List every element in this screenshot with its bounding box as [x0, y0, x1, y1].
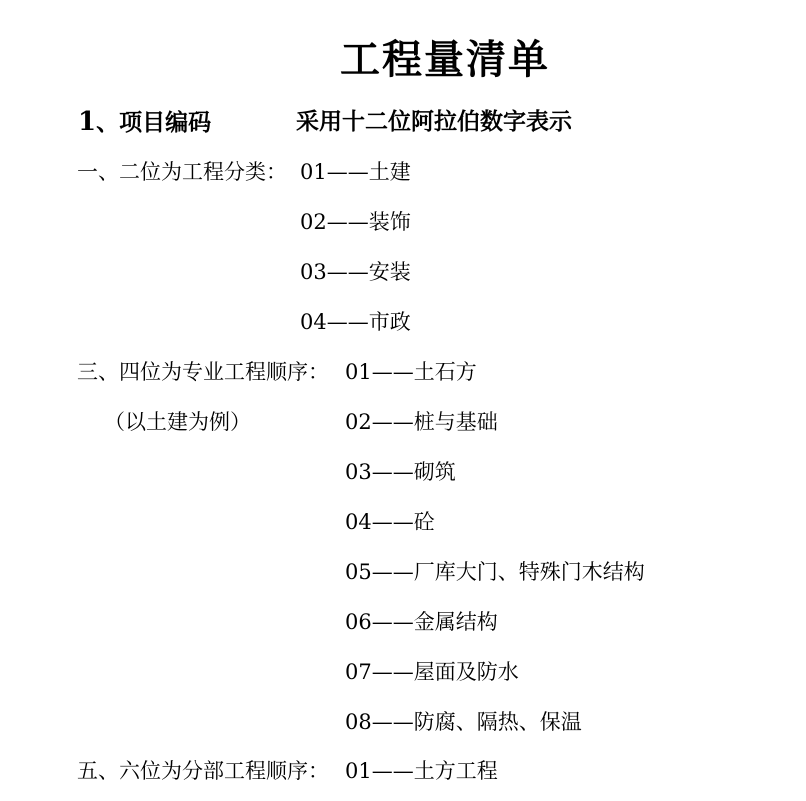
page-title: 工程量清单: [340, 36, 550, 83]
example-note: （以土建为例）: [104, 410, 251, 434]
list-item: 03——砌筑: [345, 460, 456, 484]
list-item: 04——砼: [345, 510, 435, 534]
list-item: 07——屋面及防水: [345, 660, 519, 684]
four-digit-label: 三、四位为专业工程顺序：: [77, 360, 329, 384]
heading-number: 1: [78, 107, 97, 137]
list-item: 01——土方工程: [345, 759, 498, 783]
list-item: 06——金属结构: [345, 610, 498, 634]
heading-description: 采用十二位阿拉伯数字表示: [296, 108, 572, 135]
list-item: 01——土石方: [345, 360, 477, 384]
list-item: 02——桩与基础: [345, 410, 498, 434]
list-item: 01——土建: [300, 160, 411, 184]
two-digit-label: 一、二位为工程分类：: [77, 160, 287, 184]
list-item: 08——防腐、隔热、保温: [345, 710, 582, 734]
section-heading: [78, 106, 572, 139]
list-item: 03——安装: [300, 260, 411, 284]
list-item: 04——市政: [300, 310, 411, 334]
heading-label: 、项目编码: [96, 109, 212, 136]
list-item: 05——厂库大门、特殊门木结构: [345, 560, 645, 584]
six-digit-label: 五、六位为分部工程顺序：: [77, 759, 329, 783]
list-item: 02——装饰: [300, 210, 411, 234]
